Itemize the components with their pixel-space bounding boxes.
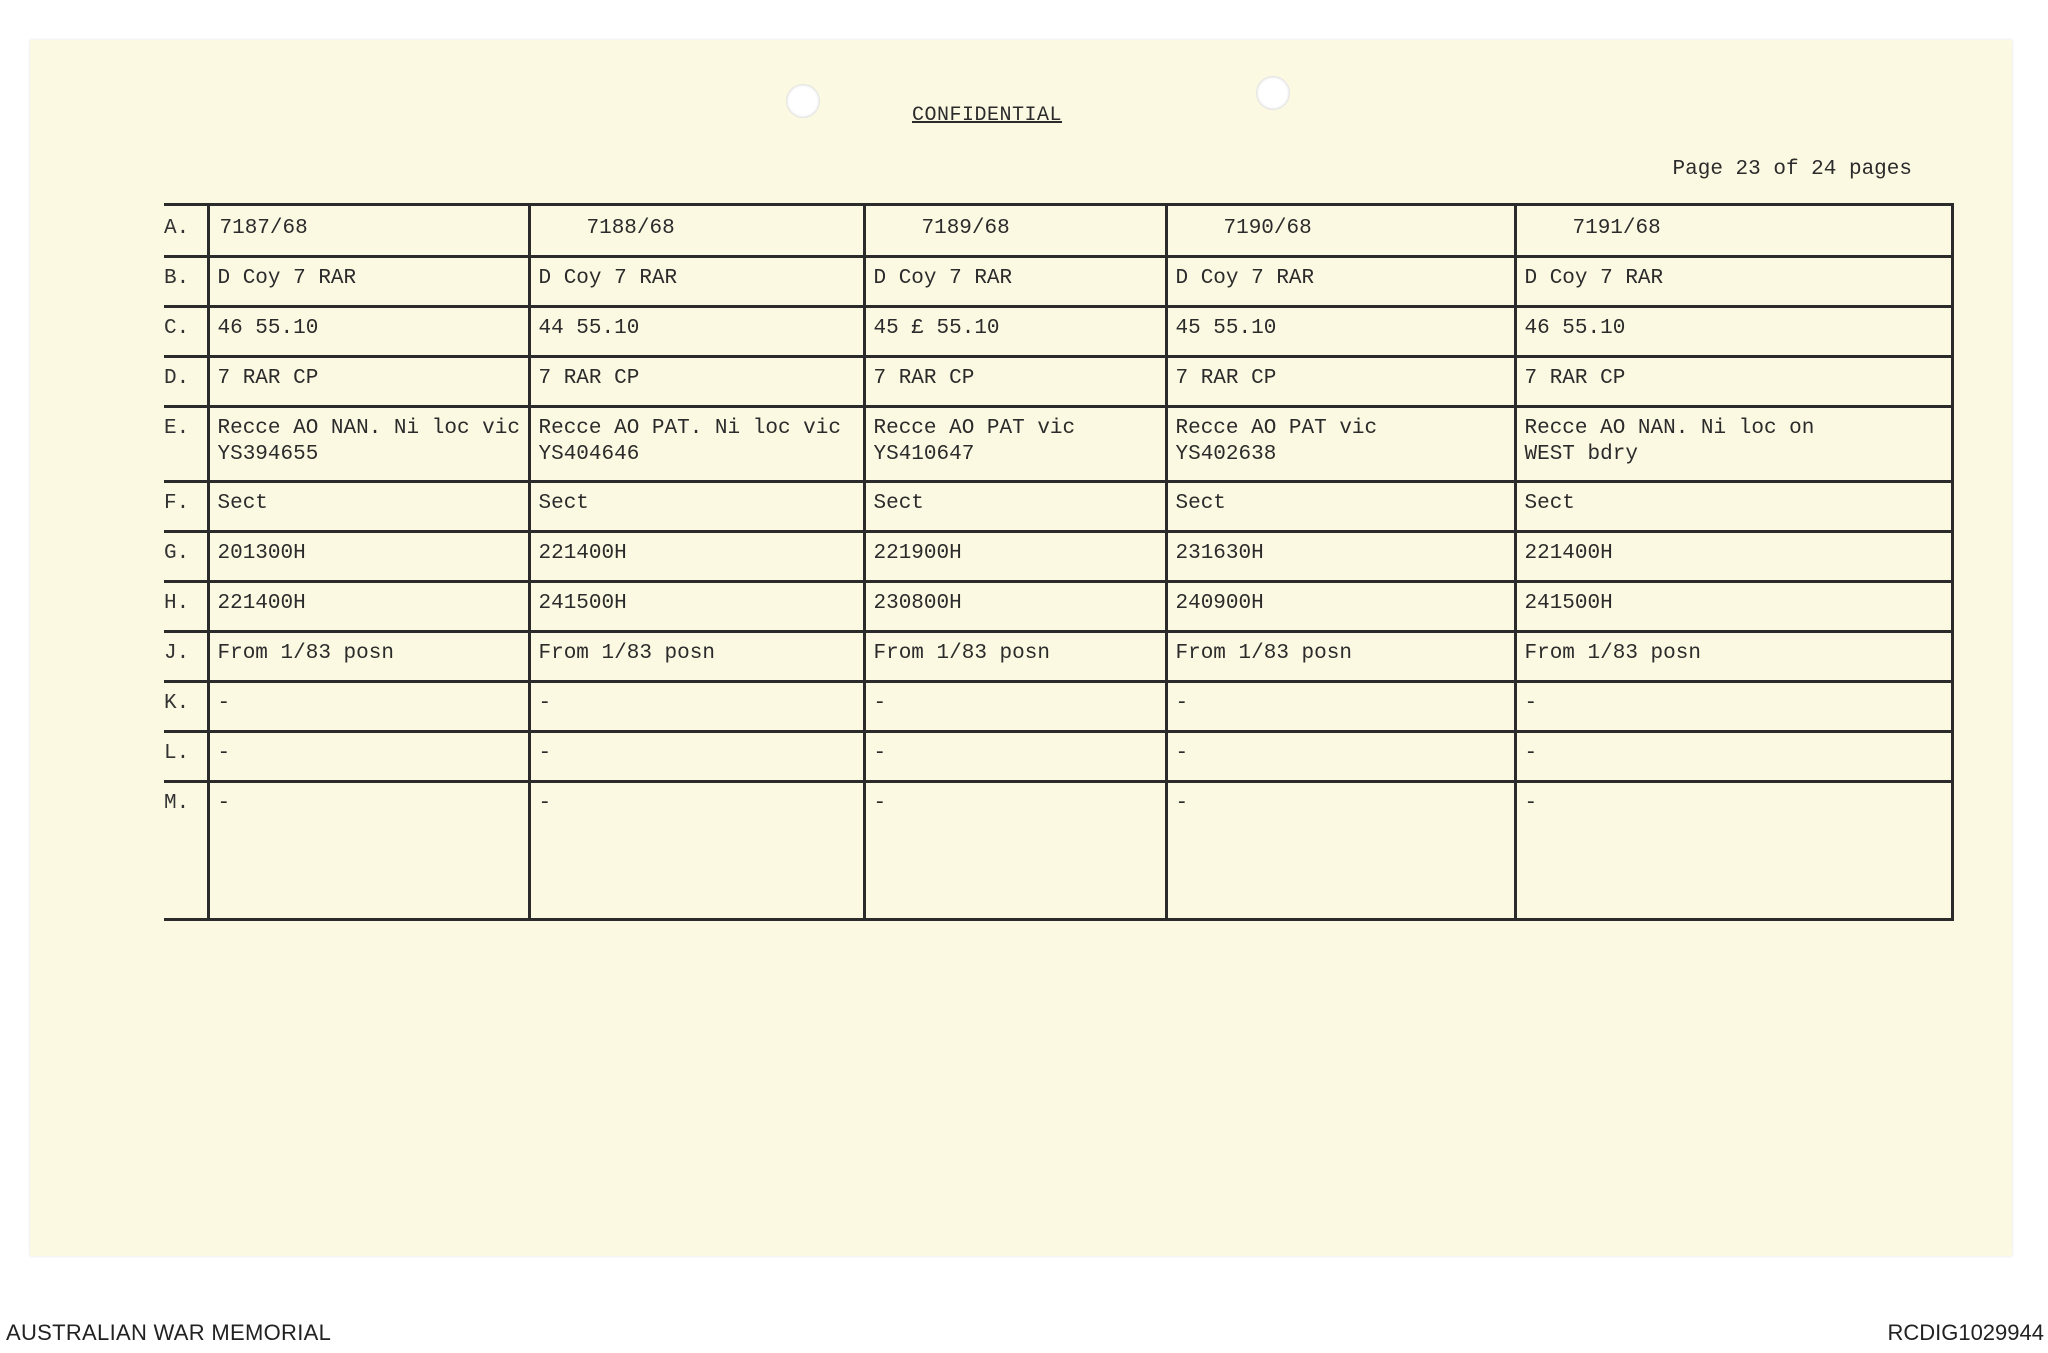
table-cell: 7 RAR CP: [529, 357, 864, 407]
table-cell: 7 RAR CP: [1166, 357, 1515, 407]
table-cell: From 1/83 posn: [529, 632, 864, 682]
table-cell: -: [864, 732, 1166, 782]
table-cell: D Coy 7 RAR: [864, 257, 1166, 307]
table-cell: -: [529, 682, 864, 732]
punch-hole: [786, 84, 820, 118]
table-cell: D Coy 7 RAR: [1166, 257, 1515, 307]
table-row: [164, 482, 1952, 532]
row-label: F.: [164, 482, 208, 532]
document-page: [30, 40, 2012, 1256]
table-cell: -: [208, 682, 529, 732]
table-cell: 46 55.10: [1515, 307, 1952, 357]
table-cell: [1166, 407, 1515, 482]
table-cell: Sect: [208, 482, 529, 532]
footer-archive-name: AUSTRALIAN WAR MEMORIAL: [6, 1320, 332, 1345]
footer-record-id: RCDIG1029944: [1887, 1320, 2044, 1345]
table-cell: 231630H: [1166, 532, 1515, 582]
classification-header: CONFIDENTIAL: [912, 104, 1063, 127]
table-row: [164, 682, 1952, 732]
table-cell: Sect: [529, 482, 864, 532]
table-cell: 201300H: [208, 532, 529, 582]
table-row: [164, 307, 1952, 357]
table-cell: -: [208, 732, 529, 782]
row-label: L.: [164, 732, 208, 782]
table-cell: -: [1166, 682, 1515, 732]
table-cell: -: [1515, 732, 1952, 782]
cell-line: Recce AO PAT vic: [873, 417, 1076, 440]
table-cell: -: [864, 682, 1166, 732]
table-row: [164, 532, 1952, 582]
row-label: A.: [164, 205, 208, 257]
row-label: G.: [164, 532, 208, 582]
table-cell: -: [529, 732, 864, 782]
table-cell: D Coy 7 RAR: [529, 257, 864, 307]
row-label: C.: [164, 307, 208, 357]
table-cell: 221400H: [529, 532, 864, 582]
cell-line: Recce AO PAT. Ni loc vic: [538, 417, 841, 440]
table-cell: 45 55.10: [1166, 307, 1515, 357]
punch-hole: [1256, 76, 1290, 110]
table-cell: [1515, 407, 1952, 482]
table-cell: 45 £ 55.10: [864, 307, 1166, 357]
row-label: D.: [164, 357, 208, 407]
table-row: [164, 582, 1952, 632]
row-label: J.: [164, 632, 208, 682]
table-cell: 46 55.10: [208, 307, 529, 357]
table-cell: From 1/83 posn: [864, 632, 1166, 682]
cell-line: YS402638: [1175, 443, 1277, 466]
table-cell: From 1/83 posn: [1515, 632, 1952, 682]
table-cell: 221400H: [1515, 532, 1952, 582]
row-label: H.: [164, 582, 208, 632]
table-row: [164, 257, 1952, 307]
row-label: M.: [164, 782, 208, 920]
table-cell: 240900H: [1166, 582, 1515, 632]
table-cell: 7190/68: [1166, 205, 1515, 257]
table-cell: 7 RAR CP: [1515, 357, 1952, 407]
table-row: [164, 782, 1952, 920]
cell-line: YS394655: [217, 443, 319, 466]
table-cell: -: [1166, 782, 1515, 920]
table-cell: 7 RAR CP: [864, 357, 1166, 407]
cell-line: YS404646: [538, 443, 640, 466]
cell-line: YS410647: [873, 443, 975, 466]
table-cell: -: [529, 782, 864, 920]
table-cell: 7188/68: [529, 205, 864, 257]
table-cell: Sect: [1166, 482, 1515, 532]
table-row: [164, 357, 1952, 407]
table-cell: Sect: [864, 482, 1166, 532]
table-cell: From 1/83 posn: [208, 632, 529, 682]
table-cell: [529, 407, 864, 482]
row-label: B.: [164, 257, 208, 307]
cell-line: Recce AO NAN. Ni loc on: [1524, 417, 1815, 440]
table-cell: D Coy 7 RAR: [1515, 257, 1952, 307]
table-cell: 7 RAR CP: [208, 357, 529, 407]
table-cell: 241500H: [1515, 582, 1952, 632]
table-cell: [864, 407, 1166, 482]
cell-line: Recce AO PAT vic: [1175, 417, 1378, 440]
table-cell: [208, 407, 529, 482]
table-cell: -: [1515, 682, 1952, 732]
cell-line: WEST bdry: [1524, 443, 1638, 466]
report-table: [164, 203, 1954, 921]
table-cell: Sect: [1515, 482, 1952, 532]
table-cell: 221400H: [208, 582, 529, 632]
table-row: [164, 632, 1952, 682]
table-cell: 7189/68: [864, 205, 1166, 257]
table-cell: 221900H: [864, 532, 1166, 582]
table-row: [164, 205, 1952, 257]
table-cell: 230800H: [864, 582, 1166, 632]
cell-line: Recce AO NAN. Ni loc vic: [217, 417, 520, 440]
table-cell: 7187/68: [208, 205, 529, 257]
row-label: K.: [164, 682, 208, 732]
table-cell: 241500H: [529, 582, 864, 632]
table-cell: 7191/68: [1515, 205, 1952, 257]
table-cell: D Coy 7 RAR: [208, 257, 529, 307]
page-number: Page 23 of 24 pages: [1672, 158, 1912, 181]
table-cell: -: [1166, 732, 1515, 782]
table-row: [164, 407, 1952, 482]
row-label: E.: [164, 407, 208, 482]
table-cell: -: [864, 782, 1166, 920]
table-cell: From 1/83 posn: [1166, 632, 1515, 682]
table-cell: 44 55.10: [529, 307, 864, 357]
table-row: [164, 732, 1952, 782]
table-cell: -: [1515, 782, 1952, 920]
table-cell: -: [208, 782, 529, 920]
